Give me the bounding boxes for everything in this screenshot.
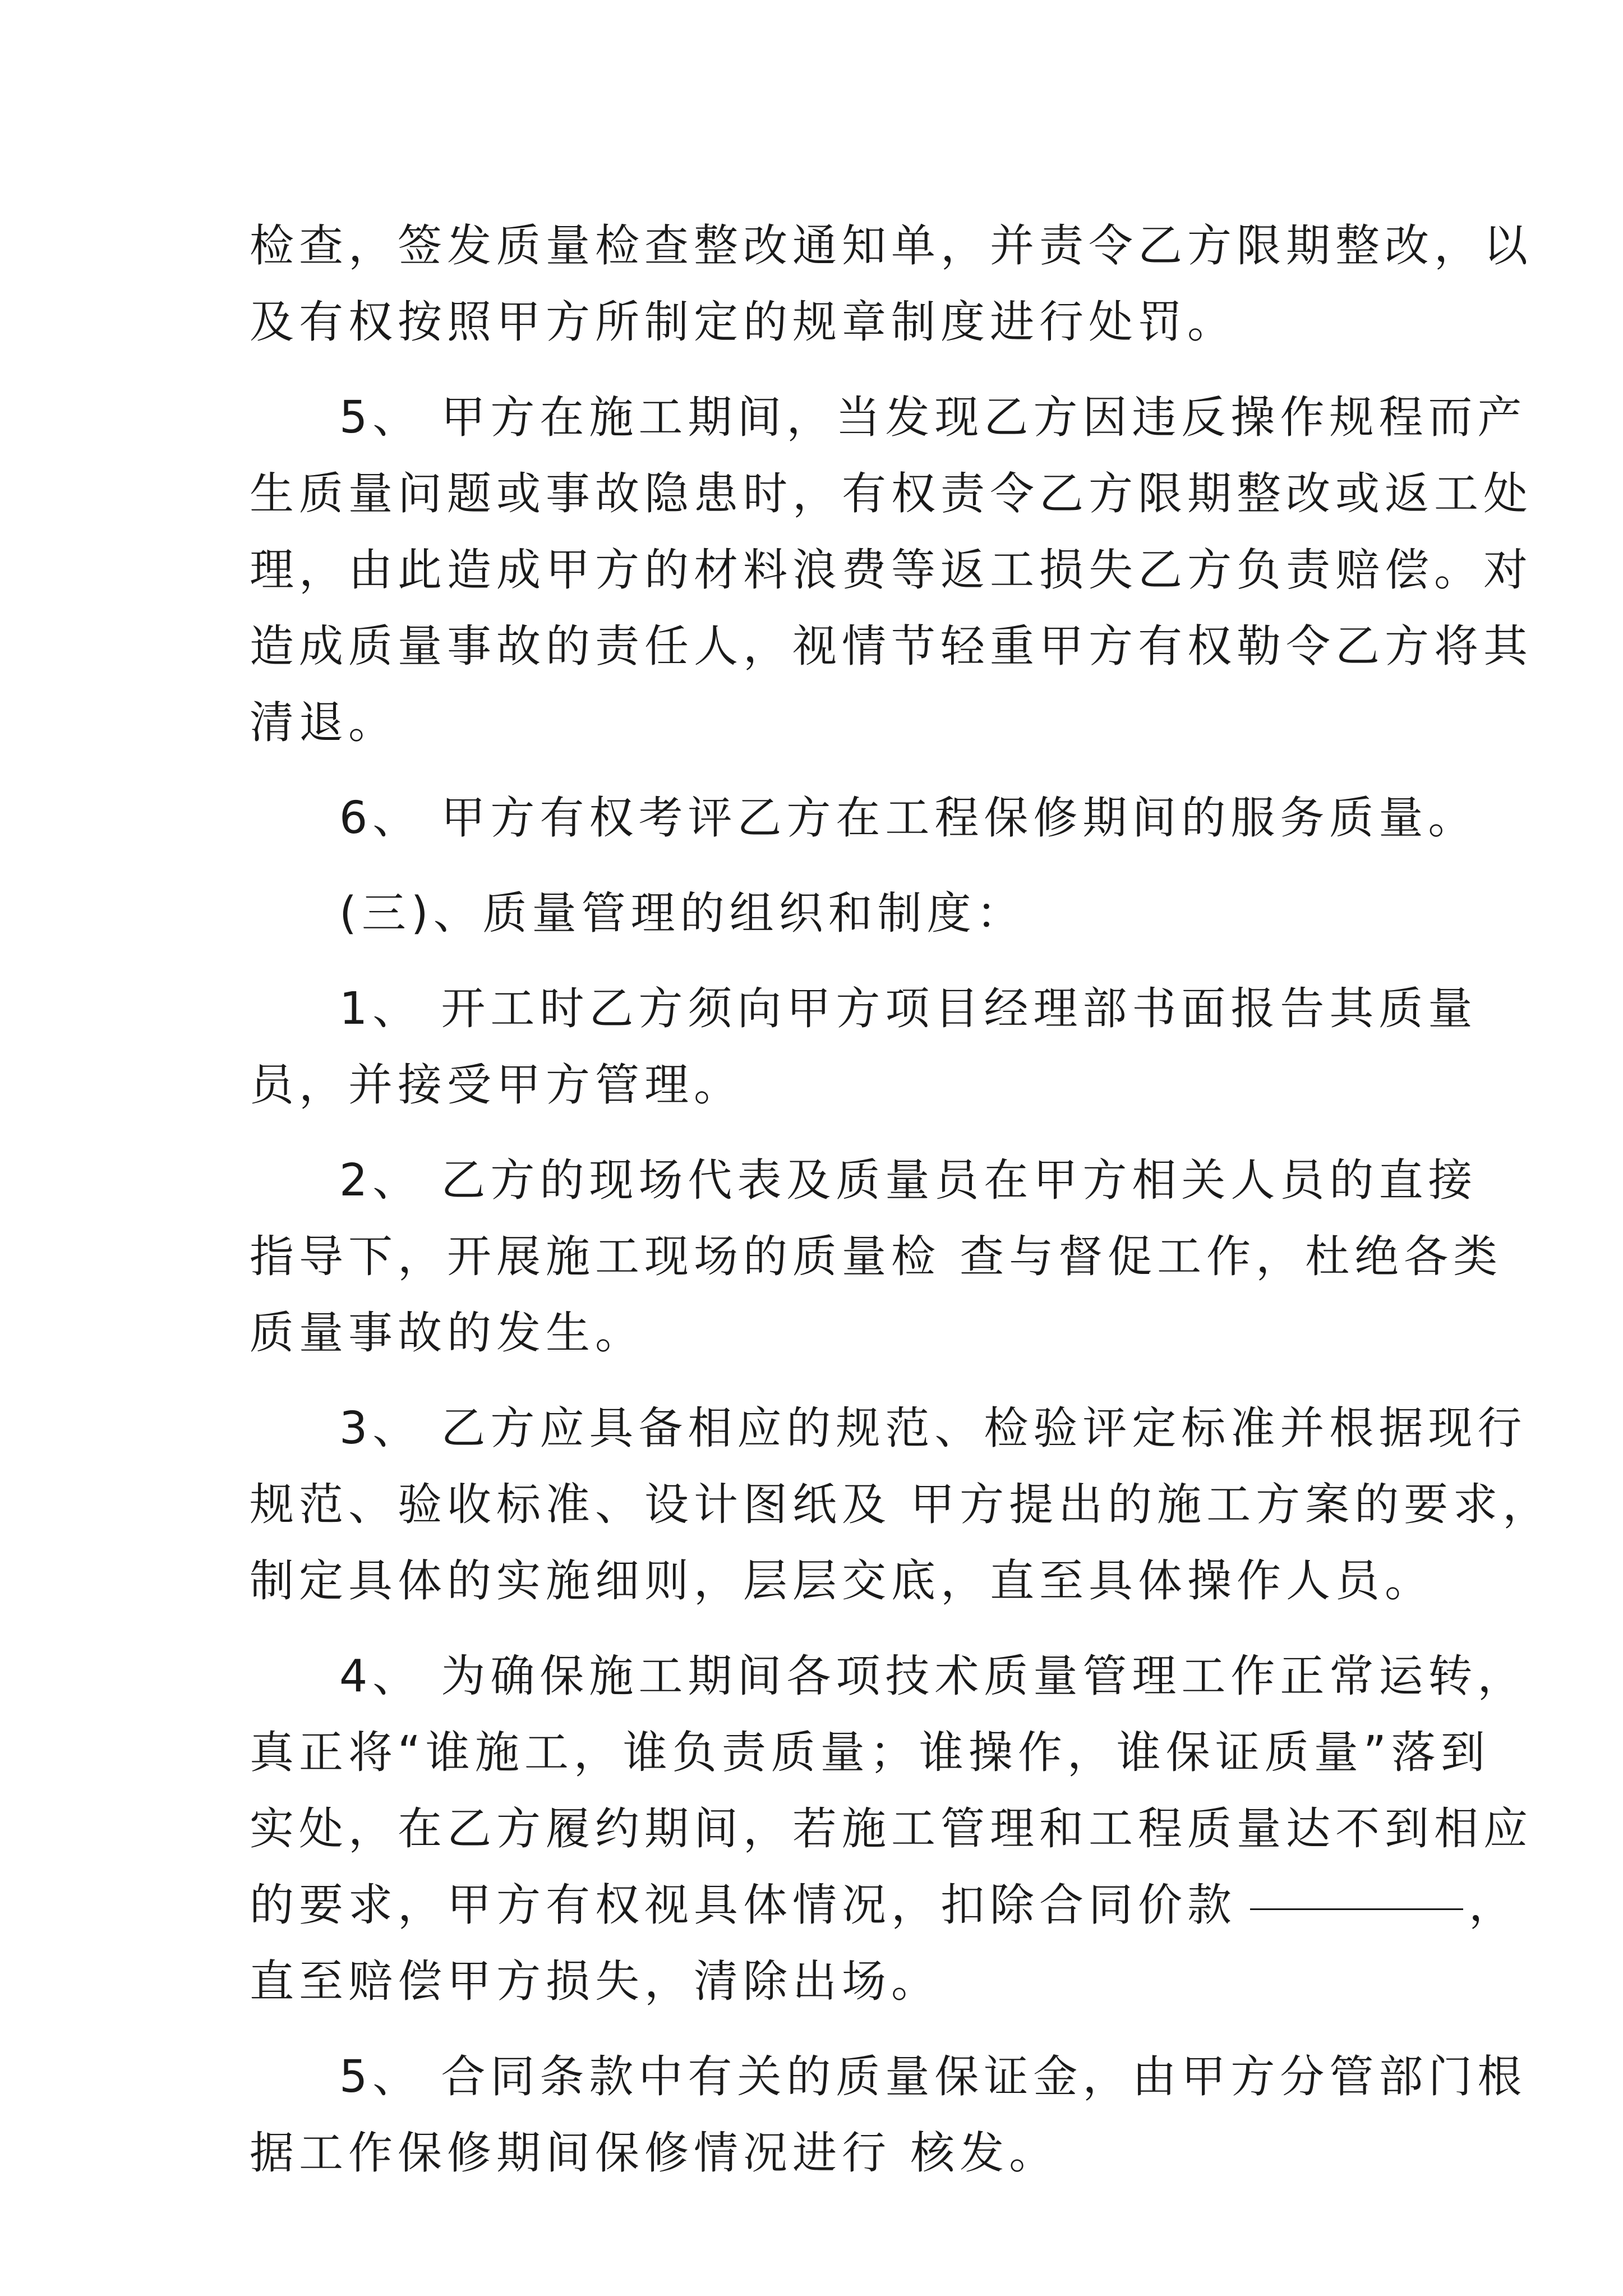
text-line: 4、 为确保施工期间各项技术质量管理工作正常运转， xyxy=(339,1650,1527,1702)
text-line: 员，并接受甲方管理。 xyxy=(250,1059,743,1111)
text-line: 2、 乙方的现场代表及质量员在甲方相关人员的直接 xyxy=(339,1154,1478,1206)
paragraph-item-4-deduction xyxy=(250,1638,1533,2019)
blank-suffix: ， xyxy=(1469,1879,1518,1931)
text-line: 3、 乙方应具备相应的规范、检验评定标准并根据现行 xyxy=(339,1402,1527,1454)
text-line: 制定具体的实施细则，层层交底，直至具体操作人员。 xyxy=(250,1555,1434,1607)
section-heading: (三)、质量管理的组织和制度： xyxy=(339,887,1026,939)
text-line: 质量事故的发生。 xyxy=(250,1307,644,1359)
text-line-with-blank xyxy=(250,1867,1518,1943)
text-line: 5、 甲方在施工期间，当发现乙方因违反操作规程而产 xyxy=(339,392,1527,443)
text-line: 检查，签发质量检查整改通知单，并责令乙方限期整改，以 xyxy=(250,220,1533,272)
amount-blank xyxy=(1250,1906,1463,1910)
paragraph-item-5-rework xyxy=(250,379,1533,761)
paragraph-item-1-report xyxy=(250,970,1478,1123)
paragraph-item-5-deposit xyxy=(250,2039,1527,2191)
text-line: 据工作保修期间保修情况进行 核发。 xyxy=(250,2127,1059,2179)
paragraph-penalty-continuation xyxy=(250,208,1533,360)
text-line: 实处，在乙方履约期间，若施工管理和工程质量达不到相应 xyxy=(250,1803,1533,1855)
text-line: 生质量问题或事故隐患时，有权责令乙方限期整改或返工处 xyxy=(250,468,1533,519)
paragraph-item-6-evaluation xyxy=(250,780,1478,856)
text-line: 直至赔偿甲方损失，清除出场。 xyxy=(250,1955,940,2007)
text-line: 真正将“谁施工，谁负责质量；谁操作，谁保证质量”落到 xyxy=(250,1727,1490,1778)
paragraph-item-3-standards xyxy=(250,1390,1552,1619)
paragraph-item-2-supervision xyxy=(250,1142,1503,1371)
text-line: 规范、验收标准、设计图纸及 甲方提出的施工方案的要求， xyxy=(250,1479,1552,1530)
section-heading-quality-management xyxy=(250,875,1394,951)
text-line: 及有权按照甲方所制定的规章制度进行处罚。 xyxy=(250,296,1237,348)
text-line: 造成质量事故的责任人，视情节轻重甲方有权勒令乙方将其 xyxy=(250,620,1533,672)
text-line: 5、 合同条款中有关的质量保证金，由甲方分管部门根 xyxy=(339,2051,1527,2102)
text-line: 的要求，甲方有权视具体情况，扣除合同价款 xyxy=(250,1879,1237,1931)
text-line: 1、 开工时乙方须向甲方项目经理部书面报告其质量 xyxy=(339,983,1478,1034)
document-page xyxy=(250,208,1552,2191)
text-line: 6、 甲方有权考评乙方在工程保修期间的服务质量。 xyxy=(339,792,1478,844)
text-line: 指导下，开展施工现场的质量检 查与督促工作，杜绝各类 xyxy=(250,1231,1503,1282)
text-line: 理，由此造成甲方的材料浪费等返工损失乙方负责赔偿。对 xyxy=(250,544,1533,596)
text-line: 清退。 xyxy=(250,697,398,748)
